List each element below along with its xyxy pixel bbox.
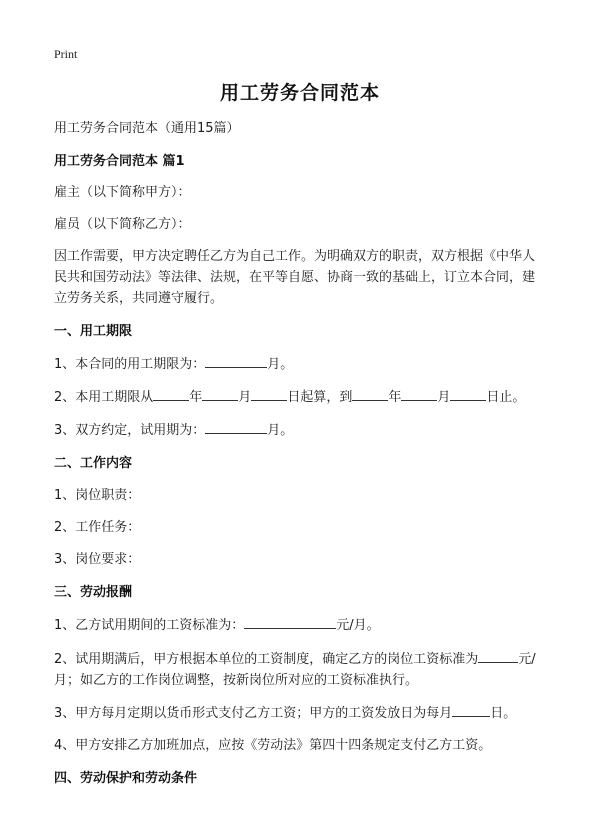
- section-heading: 用工劳务合同范本 篇1: [54, 154, 185, 169]
- probation-wage-line: [54, 614, 544, 636]
- probation-line: [54, 419, 544, 441]
- post-wage-blank[interactable]: [478, 648, 518, 663]
- probation-months-blank[interactable]: [205, 419, 267, 434]
- section-3-heading: 三、劳动报酬: [54, 585, 133, 600]
- year-label: 年: [388, 390, 402, 405]
- payday-blank[interactable]: [452, 702, 490, 717]
- payday-line: [54, 702, 544, 724]
- term-label: 1、本合同的用工期限为：: [54, 357, 206, 372]
- probation-unit: 月。: [267, 423, 294, 438]
- section-4-heading: 四、劳动保护和劳动条件: [54, 771, 198, 786]
- term-line: [54, 353, 544, 375]
- end-month-blank[interactable]: [401, 386, 437, 401]
- probation-label: 3、双方约定，试用期为：: [54, 423, 206, 438]
- post-wage-label: 2、试用期满后，甲方根据本单位的工资制度，确定乙方的岗位工资标准为: [54, 652, 479, 667]
- task-line: 2、工作任务：: [54, 520, 141, 535]
- start-month-blank[interactable]: [202, 386, 238, 401]
- section-2-heading: 二、工作内容: [54, 456, 133, 471]
- period-to-label: 日起算，到: [287, 390, 353, 405]
- day-end-label: 日止。: [486, 390, 526, 405]
- section-1-heading: 一、用工期限: [54, 324, 133, 339]
- document-subtitle: 用工劳务合同范本（通用15篇）: [54, 121, 240, 136]
- end-year-blank[interactable]: [352, 386, 388, 401]
- start-day-blank[interactable]: [251, 386, 287, 401]
- period-from-label: 2、本用工期限从: [54, 390, 154, 405]
- month-label: 月: [238, 390, 252, 405]
- duty-line: 1、岗位职责：: [54, 488, 141, 503]
- document-title: 用工劳务合同范本: [219, 82, 380, 104]
- term-period-line: [54, 386, 544, 408]
- payday-label: 3、甲方每月定期以货币形式支付乙方工资；甲方的工资发放日为每月: [54, 706, 453, 721]
- employee-line: 雇员（以下简称乙方）：: [54, 217, 191, 232]
- probation-wage-blank[interactable]: [244, 614, 336, 629]
- term-unit: 月。: [267, 357, 294, 372]
- probation-wage-unit: 元/月。: [336, 618, 380, 633]
- overtime-line: 4、甲方安排乙方加班加点，应按《劳动法》第四十四条规定支付乙方工资。: [54, 738, 492, 753]
- print-link[interactable]: Print: [54, 47, 78, 61]
- payday-unit: 日。: [490, 706, 517, 721]
- probation-wage-label: 1、乙方试用期间的工资标准为：: [54, 618, 245, 633]
- year-label: 年: [189, 390, 203, 405]
- month-label: 月: [437, 390, 451, 405]
- end-day-blank[interactable]: [450, 386, 486, 401]
- employer-line: 雇主（以下简称甲方）：: [54, 185, 191, 200]
- start-year-blank[interactable]: [153, 386, 189, 401]
- intro-paragraph: 因工作需要，甲方决定聘任乙方为自己工作。为明确双方的职责，双方根据《中华人民共和国劳动法》等法律、法规，在平等自愿、协商一致的基础上，订立本合同，建立劳务关系，共同遵守履行。: [54, 249, 536, 306]
- requirement-line: 3、岗位要求：: [54, 552, 141, 567]
- document-body: [54, 118, 544, 799]
- post-wage-rest: 元/月；如乙方的工作岗位调整，按新岗位所对应的工资标准执行。: [54, 652, 536, 688]
- term-months-blank[interactable]: [205, 353, 267, 368]
- post-wage-line: [54, 648, 544, 691]
